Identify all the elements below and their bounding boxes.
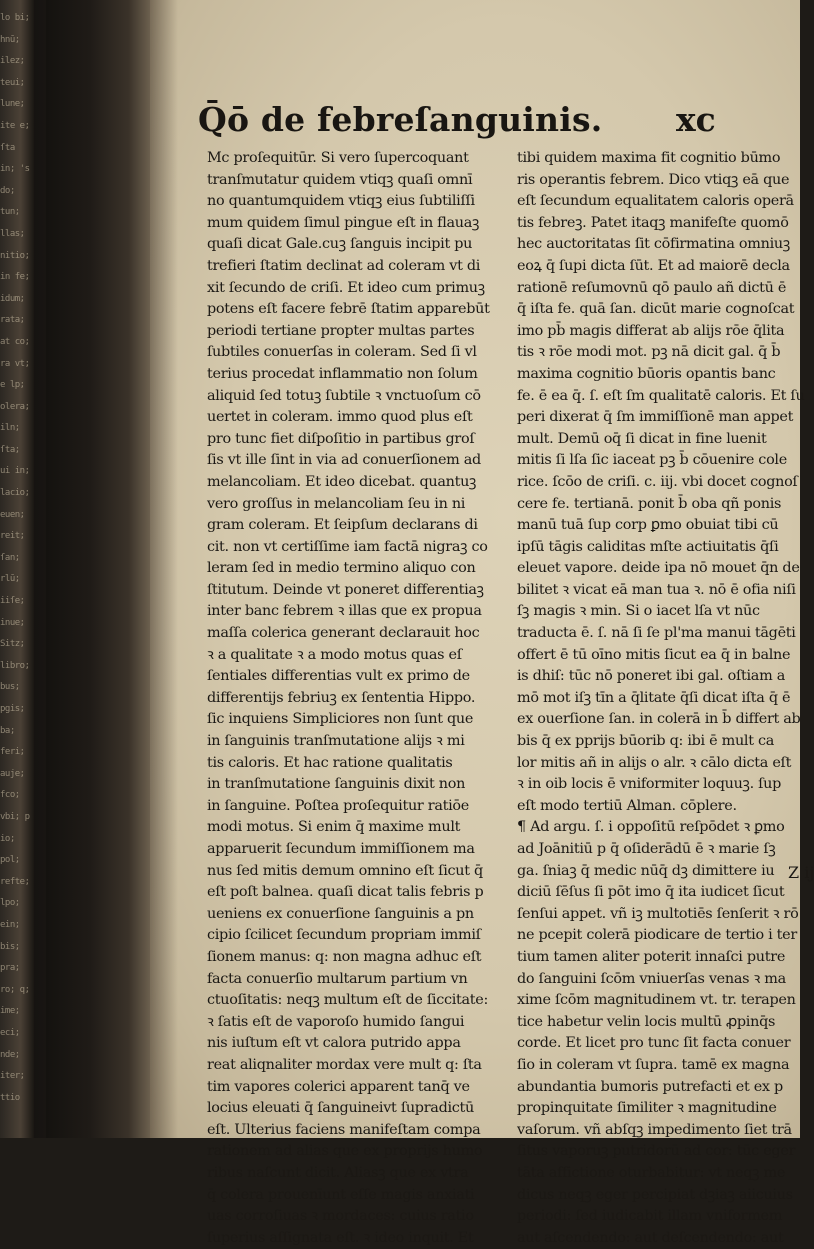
left-column-line: locius eleuati q̄ ſanguineivt ſupradictū (207, 1100, 475, 1117)
left-column-line: ſuperius aſſignata eſt. ꝛ ideo inquit. Et (207, 1229, 474, 1246)
left-column-line: ribus naſcunt dicit. Aliasꝫ que ex vtra (207, 1164, 469, 1181)
left-column-line: nis iuſtum eſt vt calora putrido appa (207, 1035, 461, 1052)
left-column-line: quaſi dicat Gale.cuꝫ ſanguis incipit pu (207, 236, 473, 253)
left-column-line: cit. non vt certiſſime iam factā nigraꝫ co (207, 538, 488, 555)
left-column-line: nus ſed mitis demum omnino eſt ſicut q̄ (207, 862, 483, 879)
right-column-line: rationē reſumovnū qō paulo añ dictū ē (517, 279, 787, 296)
left-column-line: ſic inquiens Simpliciores non ſunt que (207, 711, 474, 728)
left-column-line: ueniens ex conuerſione ſanguinis a pn (207, 905, 474, 922)
signature-mark: Z ij (788, 863, 814, 882)
left-column-line: eſt. Ulterius faciens manifeſtam compa (207, 1121, 481, 1138)
right-column-line: do ſanguini ſcōm vniuerſas venas ꝛ ma (517, 970, 786, 987)
left-column-line: in tranſmutatione ſanguinis dixit non (207, 776, 466, 793)
left-column-line: eſt poſt balnea. quaſi dicat talis febris p (207, 884, 484, 901)
right-column-line: fe. ē ea q̄. ſ. eſt ſm qualitatē caloris. Et ſu (517, 387, 805, 404)
right-column-line: ſitus vaporuꝫ putridorū ad cor: tūc eger (517, 1143, 796, 1160)
right-column-line: bis q̄ ex pprijs būorib q: ibi ē mult ca (517, 733, 775, 750)
left-text-column (207, 148, 503, 1249)
right-column-line: ſꝫ magis ꝛ min. Si o iacet lſa vt nūc (517, 603, 760, 620)
right-column-line: mō mot iſꝫ tīn a q̄litate q̄ſi dicat iſta q̄ ē (517, 689, 791, 706)
left-column-line: reat aliqnaliter mordax vere mult q: ſta (207, 1056, 482, 1073)
left-column-line: tranſmutatur quidem vtiqꝫ quaſi omnī (207, 171, 473, 188)
right-column-line: hec auctoritatas ſit cōfirmatina omniuꝫ (517, 236, 790, 253)
left-column-line: ꝛ a qualitate ꝛ a modo motus quas eſ (207, 646, 462, 663)
right-column-line: ſenſui appet. vñ iꝫ multotiēs ſenſerit ꝛ rō (517, 905, 799, 922)
right-column-line: offert ē tū oīno mitis ſicut ea q̄ in balne (517, 646, 791, 663)
right-column-line: lor mitis añ in alijs o alr. ꝛ cālo dicta eſt (517, 754, 792, 771)
binding-gutter (46, 0, 156, 1138)
right-column-line: ꝛ in oib locis ē vniformiter loquuꝫ. ſup (517, 776, 782, 793)
left-column-line: in ſanguinis tranſmutatione alijs ꝛ mi (207, 733, 465, 750)
left-column-line: vero groſſus in melancoliam ſeu in ni (207, 495, 466, 512)
right-column-line: corde. Et licet pro tunc ſit facta conuer (517, 1035, 791, 1052)
right-column-line: bilitet ꝛ vicat eā man tua ꝛ. nō ē ofia niſi (517, 581, 796, 598)
left-column-line: ſis vt ille ſint in via ad conuerſionem ad (207, 452, 481, 469)
left-column-line: Mc proſequitūr. Si vero ſupercoquant (207, 150, 469, 166)
right-column-line: ne pcepit colerā piodicare de tertio i ter (517, 927, 797, 944)
folio-number: xc (676, 100, 716, 139)
right-column-line: rice. ſcōo de criſi. c. iij. vbi docet cognoſ (517, 473, 798, 490)
left-column-line: ſentiales differentias vult ex primo de (207, 668, 470, 685)
right-column-line: manū tuā ſup corp ꝑmo obuiat tibi cū (517, 517, 779, 534)
book-page (150, 0, 814, 1246)
right-column-line: ex ouerſione ſan. in colerā in b̄ differt ab (517, 711, 801, 728)
right-column-line: vaſorum. vñ abſqꝫ impedimento ſiet trā (517, 1121, 792, 1138)
right-text-column (517, 148, 813, 1249)
left-column-line: terius procedat inflammatio non ſolum (207, 365, 478, 382)
right-column-line: ad Joānitiū p q̄ oſiderādū ē ꝛ marie ſꝫ (517, 841, 776, 857)
right-column-line: ſio in coleram vt ſupra. tamē ex magna (517, 1056, 790, 1073)
right-column-line: maxima cognitio būoris opantis banc (517, 365, 776, 382)
right-column-line: ga. ſniaꝫ q̄ medic nūq̄ dꝫ dimittere iu (517, 862, 775, 879)
left-column-line: xit ſecundo de criſi. Et ideo cum primuꝫ (207, 279, 485, 296)
right-column-line: eoꝝ q̄ ſupi dicta ſūt. Et ad maiorē decla (517, 257, 790, 274)
left-column-line: tim vapores colerici apparent tanq̄ ve (207, 1078, 470, 1095)
running-title: Q̄ō de febreſanguinis. (198, 100, 603, 139)
right-column-line: ris operantis febrem. Dico vtiqꝫ eā que (517, 171, 790, 188)
left-column-line: trefieri ſtatim declinat ad coleram vt di (207, 257, 481, 274)
left-column-line: apparuerit ſecundum immiſſionem ma (207, 841, 475, 857)
left-column-line: ꝛ ſatis eſt de vaporoſo humido ſangui (207, 1013, 465, 1030)
right-column-line: q̄ iſta fe. quā ſan. dicūt marie cognoſcat (517, 301, 795, 318)
left-column-line: gram coleram. Et ſeipſum declarans di (207, 517, 478, 534)
right-column-line: mult. Demū oq̄ ſi dicat in fine luenit (517, 430, 767, 447)
right-column-line: eſt modo tertiū Alman. cōplere. (517, 797, 737, 814)
left-column-line: modi motus. Si enim q̄ maxime mult (207, 819, 461, 836)
right-column-line: tibi quidem maxima fit cognitio būmo (517, 150, 781, 166)
left-column-line: melancoliam. Et ideo dicebat. quantuꝫ (207, 473, 477, 490)
left-column-line: uertet in coleram. immo quod plus eſt (207, 409, 473, 426)
right-column-line: tice habetur velin locis multū ꝓpinq̄s (517, 1013, 776, 1030)
right-column-line: tis ꝛ rōe modi mot. pꝫ nā dicit gal. q̄ b̄ (517, 344, 781, 361)
right-column-line: xime ſcōm magnitudinem vt. tr. terapen (517, 992, 796, 1009)
left-column-line: ſubtiles conuerſas in coleram. Sed ſi vl (207, 344, 477, 361)
left-column-line: cipio ſcilicet ſecundum propriam immiſ (207, 927, 481, 944)
left-column-line: ſionem manus: q: non magna adhuc eſt (207, 948, 482, 965)
right-column-line: periodi: ſed iudicabit illam vniformem (517, 1208, 783, 1225)
right-column-line: imo pb̄ magis differat ab alijs rōe q̄lita (517, 322, 785, 339)
right-column-line: tis febreꝫ. Patet itaqꝫ manifeſte quomō (517, 214, 789, 231)
left-column-line: inter banc febrem ꝛ illas que ex propua (207, 603, 482, 620)
right-column-line: eſt ſecundum equalitatem caloris operā (517, 193, 794, 210)
left-column-line: ctuoſitatis: neqꝫ multum eſt de ſiccitate: (207, 992, 489, 1009)
left-column-line: aliquid ſed totuꝫ ſubtile ꝛ vnctuoſum cō (207, 387, 481, 404)
right-column-line: tium tamen aliter poterit innaſci putre (517, 948, 786, 965)
left-column-line: no quantumquidem vtiqꝫ eius ſubtiliſſi (207, 193, 475, 210)
left-column-line: rationem ad alias que ex proprijs humo (207, 1143, 483, 1160)
left-column-line: in ſanguine. Poſtea proſequitur ratiōe (207, 797, 469, 814)
left-column-line: ſtitutum. Deinde vt poneret differentiaꝫ (207, 581, 484, 598)
right-column-line: peri dixerat q̄ ſm immiſſionē man appet (517, 409, 794, 426)
right-column-line: diciū ſēſus ſi pōt imo q̄ ita iudicet ſicut (517, 884, 785, 901)
left-column-line: maſſa colerica generant declarauit hoc (207, 625, 480, 642)
right-column-line: eleuet vapore. deide ipa nō mouet q̄n de (517, 560, 800, 577)
previous-page-bleed-text: lo bi; hnū; ilez; teui; lune; ite e; ſta in; 's do; tun; llas; nitio; in fe; idum; rata; at co; ra vt; e lp; olera; iln; ſta; ui in; lacio; euen; reit; ſan; rlū; iiſe; inue; Sitz; libro; bus; pgis; ba; feri; auje; fco; vbi; p io; pol; refte; lpo; ein; bis; pra; ro; q; ime; eci; nde; iter; ttio (0, 13, 30, 1103)
right-column-line: abundantia bumoris putrefacti et ex p (517, 1078, 783, 1095)
right-column-line: dicus neqꝫ eger percipiat dꝫiaꝫ aiicuius (517, 1186, 793, 1203)
left-column-line: differentijs febriuꝫ ex ſententia Hippo. (207, 689, 476, 706)
left-column-line: leram ſed in medio termino aliquo con (207, 560, 476, 577)
left-column-line: pro tunc fiet diſpoſitio in partibus groſ (207, 430, 475, 447)
right-column-line: traducta ē. ſ. nā ſi ſe pl'ma manui tāgēti (517, 625, 796, 642)
right-column-line: propinquitate ſimiliter ꝛ magnitudine (517, 1100, 777, 1117)
right-column-line: mitis ſi lſa ſic iaceat pꝫ b̄ cōuenire cole (517, 452, 787, 469)
page-header (198, 100, 758, 144)
right-column-line: ¶ Ad argu. ſ. i oppoſitū reſpōdet ꝛ ꝑmo (517, 819, 785, 836)
right-column-line: tāta affictione oturbabitur: vt neqꝫ me (517, 1164, 786, 1181)
left-column-line: tis caloris. Et hac ratione qualitatis (207, 754, 453, 771)
right-column-line: is dhiſ: tūc nō poneret ibi gal. oſtiam a (517, 668, 785, 685)
left-column-line: facta conuerſio multarum partium vn (207, 970, 468, 987)
left-column-line: periodi tertiane propter multas partes (207, 322, 475, 339)
left-column-line: q̄ colera prouenīunt eſſe magis anxiati (207, 1186, 475, 1203)
left-column-line: mum quidem ſimul pingue eſt in flauaꝫ (207, 214, 480, 231)
right-column-line: aut aſcendendo: aut deſcendendo: aut (517, 1229, 784, 1246)
left-column-line: uas corroſiuas ꝛ mordaces: cuius ratio (207, 1208, 474, 1225)
right-column-line: ipſū tāgis caliditas mſte actiuitatis q̄ſi (517, 538, 779, 555)
left-column-line: potens eſt facere febrē ſtatim apparebūt (207, 301, 490, 318)
right-column-line: cere fe. tertianā. ponit b̄ oba qñ ponis (517, 495, 782, 512)
page-fold-shadow (150, 0, 178, 1138)
